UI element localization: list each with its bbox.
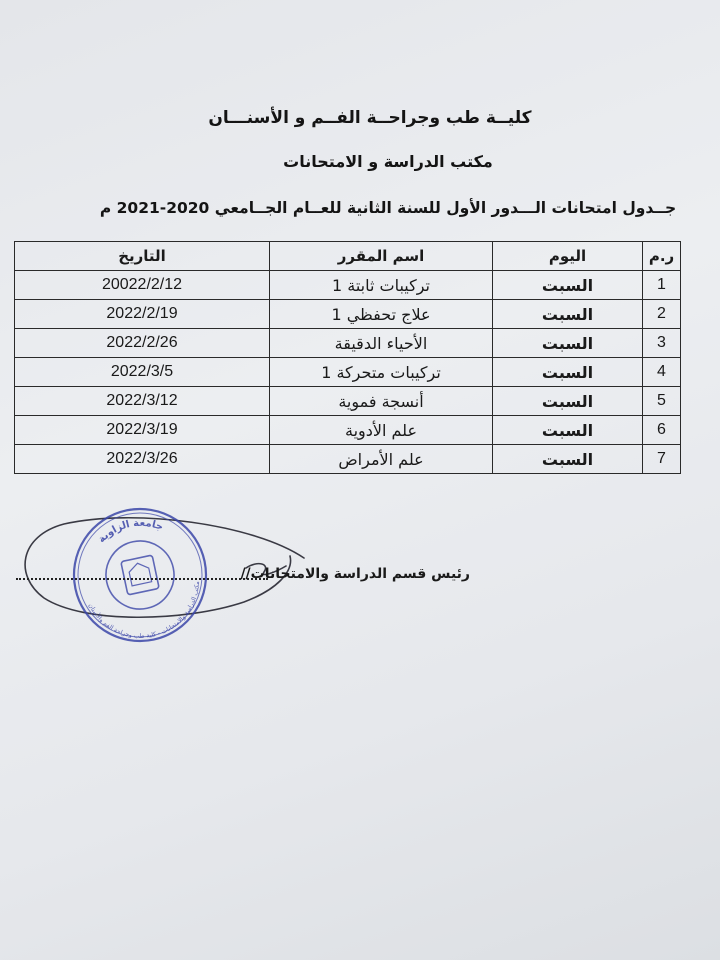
row-course: تركيبات متحركة 1 — [270, 358, 493, 387]
row-date: 2022/3/26 — [15, 445, 270, 474]
row-num: 5 — [643, 387, 681, 416]
table-row — [15, 416, 681, 445]
row-course: علم الأدوية — [270, 416, 493, 445]
row-course: الأحياء الدقيقة — [270, 329, 493, 358]
table-row — [15, 445, 681, 474]
row-course: أنسجة فموية — [270, 387, 493, 416]
header-date: التاريخ — [15, 242, 270, 271]
row-day: السبت — [493, 445, 643, 474]
table-row — [15, 387, 681, 416]
table-row — [15, 329, 681, 358]
svg-text:جامعة الزاوية — [94, 512, 167, 547]
row-date: 2022/3/12 — [15, 387, 270, 416]
row-date: 20022/2/12 — [15, 271, 270, 300]
schedule-title: جــدول امتحانات الـــدور الأول للسنة الثانية للعــام الجــامعي 2020-2021 م — [99, 199, 677, 217]
header-course: اسم المقرر — [270, 242, 493, 271]
row-day: السبت — [493, 329, 643, 358]
stamp-text-bottom: مكتب الدراسة والامتحانات - كلية طب وجراحة الفم والأسنان — [86, 581, 202, 640]
row-num: 2 — [643, 300, 681, 329]
row-course: علم الأمراض — [270, 445, 493, 474]
faculty-title: كليــة طب وجراحــة الفــم و الأسنـــان — [208, 108, 532, 128]
row-date: 2022/3/19 — [15, 416, 270, 445]
office-title: مكتب الدراسة و الامتحانات — [283, 152, 493, 171]
row-num: 6 — [643, 416, 681, 445]
row-day: السبت — [493, 300, 643, 329]
table-row — [15, 271, 681, 300]
row-day: السبت — [493, 387, 643, 416]
table-row — [15, 358, 681, 387]
signature-label: رئيس قسم الدراسة والامتحانات// — [240, 566, 470, 582]
row-num: 3 — [643, 329, 681, 358]
signature-dots — [16, 578, 268, 580]
row-course: تركيبات ثابتة 1 — [270, 271, 493, 300]
stamp-text-top: جامعة الزاوية — [96, 517, 165, 546]
row-date: 2022/3/5 — [15, 358, 270, 387]
row-date: 2022/2/19 — [15, 300, 270, 329]
row-num: 4 — [643, 358, 681, 387]
row-day: السبت — [493, 358, 643, 387]
table-header-row — [15, 242, 681, 271]
table-row — [15, 300, 681, 329]
row-num: 1 — [643, 271, 681, 300]
exam-schedule-table — [14, 241, 681, 474]
row-course: علاج تحفظي 1 — [270, 300, 493, 329]
row-num: 7 — [643, 445, 681, 474]
signature-line — [10, 566, 700, 590]
header-day: اليوم — [493, 242, 643, 271]
header-num: ر.م — [643, 242, 681, 271]
row-day: السبت — [493, 271, 643, 300]
row-day: السبت — [493, 416, 643, 445]
row-date: 2022/2/26 — [15, 329, 270, 358]
